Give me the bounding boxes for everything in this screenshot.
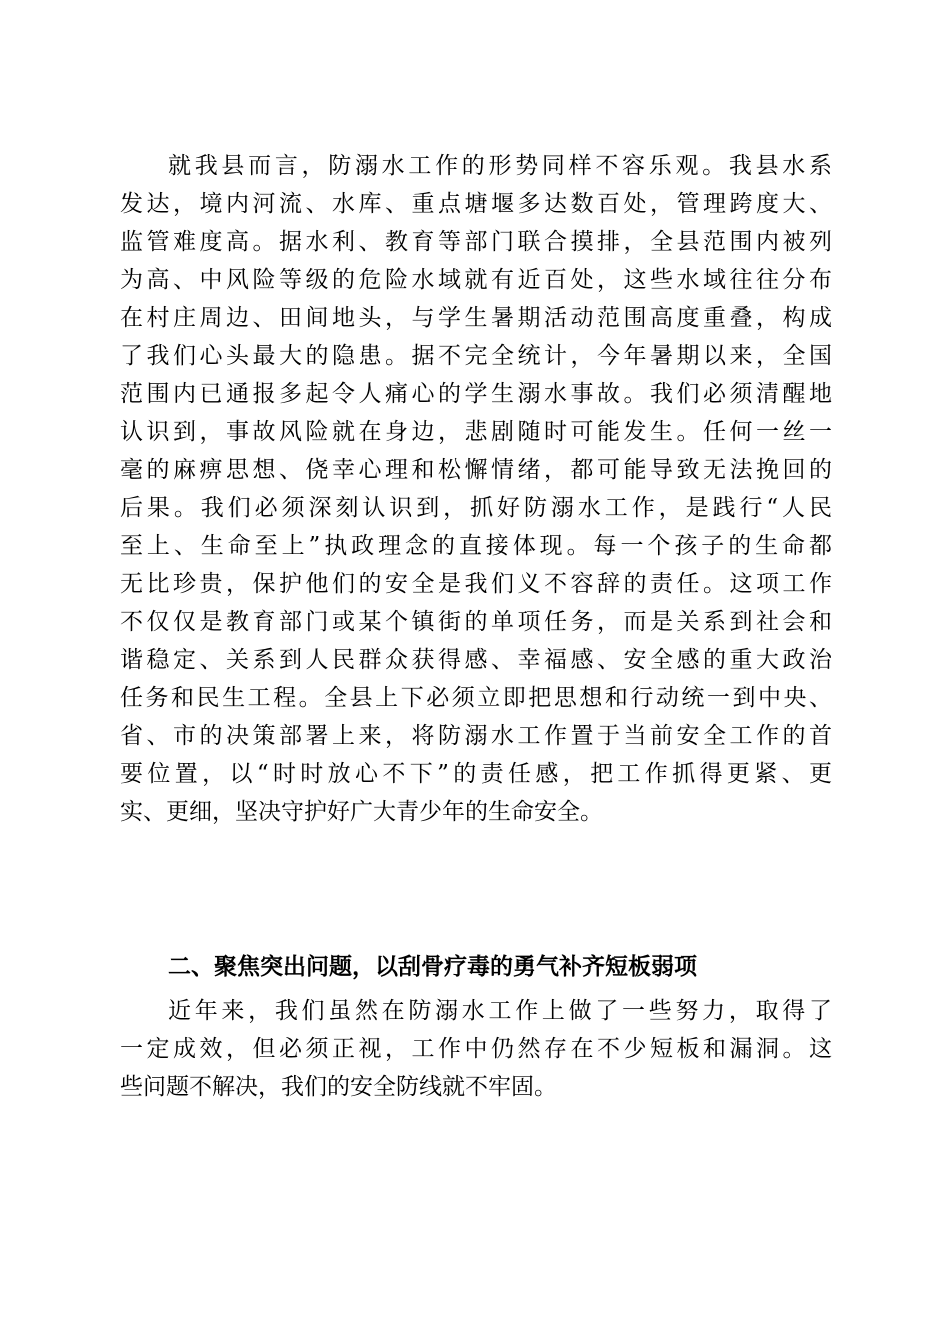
paragraph-line: 后果。我们必须深刻认识到，抓好防溺水工作，是践行“人民 (120, 495, 832, 521)
paragraph-line: 为高、中风险等级的危险水域就有近百处，这些水域往往分布 (120, 267, 832, 293)
paragraph-line: 不仅仅是教育部门或某个镇街的单项任务，而是关系到社会和 (120, 609, 832, 635)
paragraph-line: 至上、生命至上”执政理念的直接体现。每一个孩子的生命都 (120, 533, 832, 559)
paragraph-problems (120, 992, 832, 1106)
paragraph-line: 省、市的决策部署上来，将防溺水工作置于当前安全工作的首 (120, 723, 832, 749)
section-heading-text: 二、聚焦突出问题，以刮骨疗毒的勇气补齐短板弱项 (168, 954, 697, 980)
paragraph-line: 谐稳定、关系到人民群众获得感、幸福感、安全感的重大政治 (120, 647, 832, 673)
paragraph-line: 无比珍贵，保护他们的安全是我们义不容辞的责任。这项工作 (120, 571, 832, 597)
paragraph-situation (120, 147, 832, 831)
paragraph-line: 任务和民生工程。全县上下必须立即把思想和行动统一到中央、 (120, 685, 832, 711)
paragraph-line: 监管难度高。据水利、教育等部门联合摸排，全县范围内被列 (120, 229, 832, 255)
paragraph-line: 在村庄周边、田间地头，与学生暑期活动范围高度重叠，构成 (120, 305, 832, 331)
section-heading (120, 948, 832, 986)
paragraph-line: 一定成效，但必须正视，工作中仍然存在不少短板和漏洞。这 (120, 1036, 832, 1062)
paragraph-line: 就我县而言，防溺水工作的形势同样不容乐观。我县水系 (168, 153, 832, 179)
paragraph-line: 发达，境内河流、水库、重点塘堰多达数百处，管理跨度大、 (120, 191, 832, 217)
paragraph-line: 认识到，事故风险就在身边，悲剧随时可能发生。任何一丝一 (120, 419, 832, 445)
paragraph-line: 些问题不解决，我们的安全防线就不牢固。 (120, 1074, 557, 1100)
paragraph-line: 近年来，我们虽然在防溺水工作上做了一些努力，取得了 (168, 998, 832, 1024)
paragraph-line: 了我们心头最大的隐患。据不完全统计，今年暑期以来，全国 (120, 343, 832, 369)
paragraph-line: 毫的麻痹思想、侥幸心理和松懈情绪，都可能导致无法挽回的 (120, 457, 832, 483)
paragraph-line: 要位置，以“时时放心不下”的责任感，把工作抓得更紧、更 (120, 761, 832, 787)
paragraph-line: 范围内已通报多起令人痛心的学生溺水事故。我们必须清醒地 (120, 381, 832, 407)
paragraph-line: 实、更细，坚决守护好广大青少年的生命安全。 (120, 799, 603, 825)
